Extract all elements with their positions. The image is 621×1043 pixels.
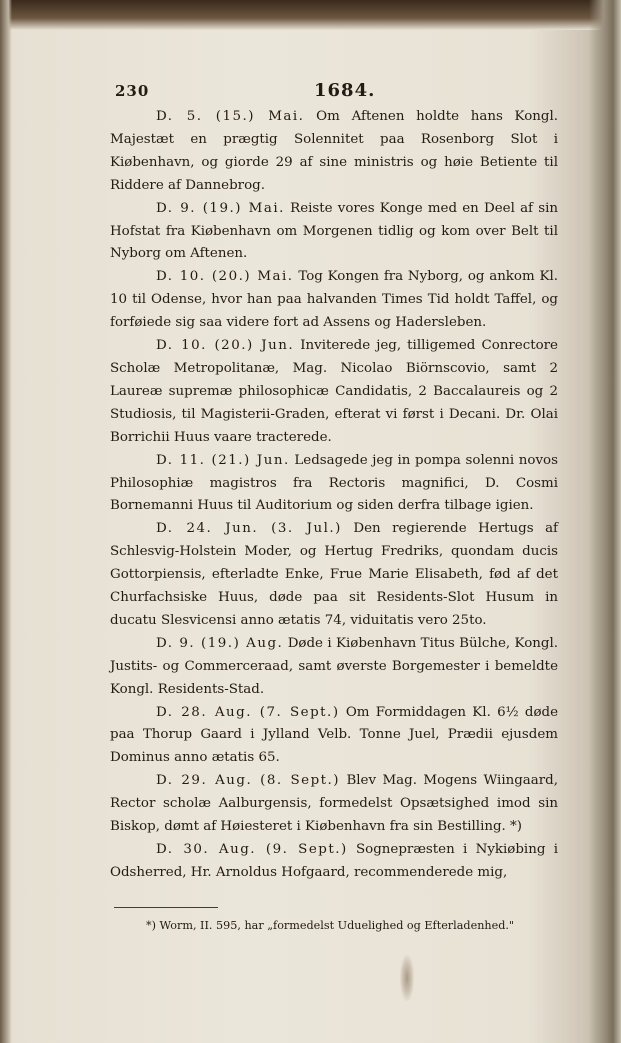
entry-paragraph xyxy=(110,335,558,450)
page-content xyxy=(110,70,558,934)
entry-paragraph xyxy=(110,198,558,267)
entry-paragraph xyxy=(110,633,558,702)
entry-date: D. 11. (21.) Jun. xyxy=(156,452,290,468)
footnote-divider xyxy=(114,907,218,908)
entry-text: Sognepræsten i Nykiøbing i Odsherred, Hr. Arnoldus Hofgaard, recommenderede mig, xyxy=(110,842,558,880)
entry-paragraph xyxy=(110,702,558,771)
dark-top-edge xyxy=(0,0,621,30)
page-number: 230 xyxy=(115,82,150,100)
entry-date: D. 24. Jun. (3. Jul.) xyxy=(156,521,342,537)
paper-stain xyxy=(400,955,414,1001)
entry-paragraph xyxy=(110,450,558,519)
entry-text: Tog Kongen fra Nyborg, og ankom Kl. 10 til Odense, hvor han paa halvanden Times Tid holdt Taffel, og forføiede sig saa videre fort ad Assens og Hadersleben. xyxy=(110,269,558,331)
entry-date: D. 10. (20.) Jun. xyxy=(156,338,295,354)
entry-paragraph xyxy=(110,770,558,839)
entry-text: Inviterede jeg, tilligemed Conrectore Scholæ Metropolitanæ, Mag. Nicolao Biörnscovio, samt 2 Laureæ supremæ philosophicæ Candidatis, 2 Baccalaureis og 2 Studiosis, til Magisterii-Graden, efterat vi først i Decani. Dr. Olai Borrichii Huus vaare tracterede. xyxy=(110,338,558,445)
entry-date: D. 9. (19.) Aug. xyxy=(156,635,284,651)
running-head xyxy=(110,70,558,106)
entry-date: D. 9. (19.) Mai. xyxy=(156,200,285,216)
entry-date: D. 30. Aug. (9. Sept.) xyxy=(156,842,348,857)
entry-text: Døde i Kiøbenhavn Titus Bülche, Kongl. Justits- og Commerceraad, samt øverste Borgemester i bemeldte Kongl. Residents-Stad. xyxy=(110,635,558,697)
entry-text: Reiste vores Konge med en Deel af sin Hofstat fra Kiøbenhavn om Morgenen tidlig og kom over Belt til Nyborg om Aftenen. xyxy=(110,200,558,262)
entry-date: D. 29. Aug. (8. Sept.) xyxy=(156,773,341,789)
entry-paragraph xyxy=(110,518,558,633)
entry-paragraph xyxy=(110,839,558,885)
entry-paragraph xyxy=(110,266,558,335)
entry-text: Om Formiddagen Kl. 6½ døde paa Thorup Gaard i Jylland Velb. Tonne Juel, Prædii ejusdem Dominus anno ætatis 65. xyxy=(110,704,558,766)
entry-date: D. 10. (20.) Mai. xyxy=(156,269,294,285)
book-spine-edge xyxy=(589,0,621,1043)
entry-date: D. 28. Aug. (7. Sept.) xyxy=(156,704,340,720)
entry-text: Blev Mag. Mogens Wiingaard, Rector scholæ Aalburgensis, formedelst Opsætsighed imod sin Biskop, dømt af Høiesteret i Kiøbenhavn fra sin Bestilling. *) xyxy=(110,773,558,835)
chronicle-text xyxy=(110,106,558,885)
entry-text: Den regierende Hertugs af Schlesvig-Holstein Moder, og Hertug Fredriks, quondam ducis Gottorpiensis, efterladte Enke, Frue Marie Elisabeth, fød af det Churfachsiske Huus, døde paa sit Residents-Slot Husum in ducatu Slesvicensi anno ætatis 74, viduitatis vero 25to. xyxy=(110,521,559,628)
entry-date: D. 5. (15.) Mai. xyxy=(156,109,305,124)
entry-text: Om Aftenen holdte hans Kongl. Majestæt en prægtig Solennitet paa Rosenborg Slot i Kiøbenhavn, og giorde 29 af sine ministris og høie Betiente til Riddere af Dannebrog. xyxy=(110,109,558,193)
entry-paragraph xyxy=(110,106,558,198)
running-year: 1684. xyxy=(314,80,376,101)
left-page-edge xyxy=(0,0,12,1043)
footnote: *) Worm, II. 595, har „formedelst Uduelighed og Efterladenhed." xyxy=(146,918,515,932)
entry-text: Ledsagede jeg in pompa solenni novos Philosophiæ magistros fra Rectoris magnifici, D. Cosmi Bornemanni Huus til Auditorium og siden derfra tilbage igien. xyxy=(110,452,558,514)
